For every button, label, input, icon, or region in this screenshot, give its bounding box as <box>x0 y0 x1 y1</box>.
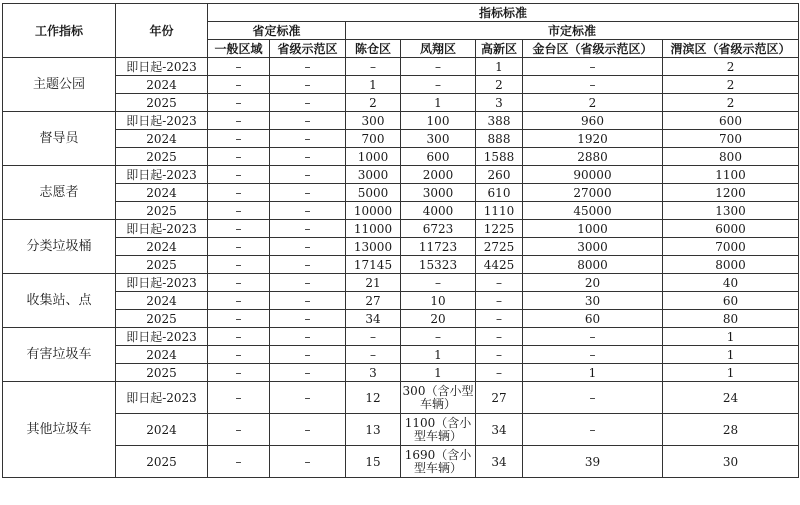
value-cell: – <box>208 292 270 310</box>
value-cell: 12 <box>346 382 401 414</box>
value-cell: 600 <box>401 148 476 166</box>
value-cell: – <box>270 58 346 76</box>
value-cell: 1000 <box>523 220 663 238</box>
table-row <box>3 166 799 184</box>
value-cell: 3000 <box>346 166 401 184</box>
value-cell: 2 <box>663 94 799 112</box>
value-cell: 1 <box>401 364 476 382</box>
value-cell: – <box>270 346 346 364</box>
value-cell: – <box>270 310 346 328</box>
value-cell: – <box>401 58 476 76</box>
value-cell: 80 <box>663 310 799 328</box>
value-cell: – <box>270 328 346 346</box>
table-row <box>3 184 799 202</box>
value-cell: 2 <box>663 76 799 94</box>
value-cell: 388 <box>476 112 523 130</box>
header-year: 年份 <box>116 4 208 58</box>
table-body <box>3 58 799 478</box>
header-col: 省级示范区 <box>270 40 346 58</box>
value-cell: 34 <box>476 414 523 446</box>
value-cell: 3 <box>476 94 523 112</box>
value-cell: – <box>270 238 346 256</box>
table-row <box>3 274 799 292</box>
value-cell: 2 <box>523 94 663 112</box>
value-cell: 1100 <box>663 166 799 184</box>
value-cell: 27000 <box>523 184 663 202</box>
value-cell: 11723 <box>401 238 476 256</box>
value-cell: 300 <box>401 130 476 148</box>
value-cell: – <box>208 112 270 130</box>
value-cell: – <box>270 130 346 148</box>
value-cell: – <box>523 382 663 414</box>
value-cell: 1690（含小型车辆） <box>401 446 476 478</box>
value-cell: 4425 <box>476 256 523 274</box>
table-row <box>3 346 799 364</box>
header-col: 渭滨区（省级示范区） <box>663 40 799 58</box>
value-cell: 3000 <box>401 184 476 202</box>
value-cell: 28 <box>663 414 799 446</box>
value-cell: – <box>476 328 523 346</box>
value-cell: – <box>208 382 270 414</box>
indicator-cell: 其他垃圾车 <box>3 382 116 478</box>
year-cell: 即日起-2023 <box>116 382 208 414</box>
table-row <box>3 130 799 148</box>
value-cell: – <box>270 446 346 478</box>
value-cell: 1200 <box>663 184 799 202</box>
value-cell: – <box>208 274 270 292</box>
value-cell: – <box>270 256 346 274</box>
value-cell: – <box>208 202 270 220</box>
year-cell: 2024 <box>116 184 208 202</box>
value-cell: 300 <box>346 112 401 130</box>
value-cell: 3000 <box>523 238 663 256</box>
value-cell: 1225 <box>476 220 523 238</box>
year-cell: 2024 <box>116 238 208 256</box>
value-cell: 27 <box>346 292 401 310</box>
table-row <box>3 238 799 256</box>
value-cell: – <box>346 58 401 76</box>
value-cell: 1110 <box>476 202 523 220</box>
header-municipal: 市定标准 <box>346 22 799 40</box>
value-cell: 10 <box>401 292 476 310</box>
table-row <box>3 328 799 346</box>
year-cell: 即日起-2023 <box>116 58 208 76</box>
value-cell: 1 <box>523 364 663 382</box>
value-cell: 15323 <box>401 256 476 274</box>
value-cell: 15 <box>346 446 401 478</box>
value-cell: 13000 <box>346 238 401 256</box>
table-row <box>3 76 799 94</box>
indicator-cell: 志愿者 <box>3 166 116 220</box>
value-cell: – <box>208 76 270 94</box>
value-cell: – <box>208 446 270 478</box>
indicator-cell: 主题公园 <box>3 58 116 112</box>
value-cell: 610 <box>476 184 523 202</box>
indicator-cell: 有害垃圾车 <box>3 328 116 382</box>
value-cell: – <box>523 414 663 446</box>
header-col: 凤翔区 <box>401 40 476 58</box>
year-cell: 2024 <box>116 292 208 310</box>
value-cell: 30 <box>663 446 799 478</box>
value-cell: 1588 <box>476 148 523 166</box>
year-cell: 2025 <box>116 256 208 274</box>
value-cell: 800 <box>663 148 799 166</box>
value-cell: – <box>208 184 270 202</box>
value-cell: 34 <box>476 446 523 478</box>
value-cell: – <box>270 94 346 112</box>
header-col: 一般区域 <box>208 40 270 58</box>
value-cell: 34 <box>346 310 401 328</box>
value-cell: 40 <box>663 274 799 292</box>
value-cell: 260 <box>476 166 523 184</box>
value-cell: 1 <box>663 364 799 382</box>
value-cell: 10000 <box>346 202 401 220</box>
value-cell: 24 <box>663 382 799 414</box>
value-cell: 39 <box>523 446 663 478</box>
value-cell: 700 <box>663 130 799 148</box>
year-cell: 2025 <box>116 202 208 220</box>
value-cell: 1 <box>401 94 476 112</box>
header-col: 高新区 <box>476 40 523 58</box>
value-cell: 700 <box>346 130 401 148</box>
value-cell: – <box>208 238 270 256</box>
value-cell: – <box>401 76 476 94</box>
year-cell: 2025 <box>116 446 208 478</box>
value-cell: – <box>208 328 270 346</box>
value-cell: 8000 <box>523 256 663 274</box>
table-row <box>3 112 799 130</box>
value-cell: – <box>208 414 270 446</box>
value-cell: 600 <box>663 112 799 130</box>
year-cell: 2024 <box>116 346 208 364</box>
table-row <box>3 202 799 220</box>
value-cell: – <box>401 328 476 346</box>
value-cell: – <box>208 58 270 76</box>
value-cell: 21 <box>346 274 401 292</box>
value-cell: – <box>270 414 346 446</box>
value-cell: – <box>346 328 401 346</box>
year-cell: 2024 <box>116 76 208 94</box>
value-cell: 17145 <box>346 256 401 274</box>
value-cell: 60 <box>523 310 663 328</box>
value-cell: 1 <box>663 328 799 346</box>
value-cell: 13 <box>346 414 401 446</box>
value-cell: 4000 <box>401 202 476 220</box>
value-cell: – <box>270 202 346 220</box>
value-cell: – <box>270 112 346 130</box>
value-cell: – <box>476 346 523 364</box>
table-row <box>3 256 799 274</box>
value-cell: – <box>346 346 401 364</box>
value-cell: 1920 <box>523 130 663 148</box>
value-cell: – <box>270 382 346 414</box>
header-col: 陈仓区 <box>346 40 401 58</box>
value-cell: 2000 <box>401 166 476 184</box>
value-cell: – <box>270 148 346 166</box>
year-cell: 2025 <box>116 94 208 112</box>
value-cell: 20 <box>523 274 663 292</box>
value-cell: – <box>270 76 346 94</box>
value-cell: – <box>523 346 663 364</box>
value-cell: – <box>270 184 346 202</box>
value-cell: 2 <box>346 94 401 112</box>
value-cell: 2725 <box>476 238 523 256</box>
table-row <box>3 382 799 414</box>
year-cell: 2025 <box>116 364 208 382</box>
value-cell: 30 <box>523 292 663 310</box>
value-cell: 6000 <box>663 220 799 238</box>
value-cell: – <box>208 220 270 238</box>
header-col: 金台区（省级示范区） <box>523 40 663 58</box>
value-cell: 6723 <box>401 220 476 238</box>
value-cell: – <box>208 94 270 112</box>
header-indicator: 工作指标 <box>3 4 116 58</box>
value-cell: – <box>208 310 270 328</box>
value-cell: – <box>208 148 270 166</box>
year-cell: 即日起-2023 <box>116 328 208 346</box>
year-cell: 即日起-2023 <box>116 274 208 292</box>
value-cell: – <box>270 220 346 238</box>
table-row <box>3 414 799 446</box>
year-cell: 即日起-2023 <box>116 112 208 130</box>
value-cell: 960 <box>523 112 663 130</box>
table-row <box>3 220 799 238</box>
header-provincial: 省定标准 <box>208 22 346 40</box>
value-cell: 90000 <box>523 166 663 184</box>
value-cell: 300（含小型车辆） <box>401 382 476 414</box>
value-cell: 1 <box>476 58 523 76</box>
value-cell: 2 <box>663 58 799 76</box>
value-cell: 27 <box>476 382 523 414</box>
value-cell: 3 <box>346 364 401 382</box>
value-cell: – <box>208 346 270 364</box>
value-cell: 1300 <box>663 202 799 220</box>
value-cell: – <box>208 130 270 148</box>
table-row <box>3 364 799 382</box>
value-cell: – <box>208 166 270 184</box>
value-cell: 1 <box>663 346 799 364</box>
value-cell: 45000 <box>523 202 663 220</box>
value-cell: 60 <box>663 292 799 310</box>
year-cell: 2025 <box>116 310 208 328</box>
value-cell: 7000 <box>663 238 799 256</box>
value-cell: – <box>476 274 523 292</box>
table-row <box>3 446 799 478</box>
standards-table <box>2 3 799 478</box>
indicator-cell: 督导员 <box>3 112 116 166</box>
value-cell: 20 <box>401 310 476 328</box>
value-cell: – <box>208 256 270 274</box>
value-cell: 1100（含小型车辆） <box>401 414 476 446</box>
year-cell: 2024 <box>116 414 208 446</box>
value-cell: – <box>476 364 523 382</box>
value-cell: – <box>270 364 346 382</box>
value-cell: 5000 <box>346 184 401 202</box>
table-row <box>3 58 799 76</box>
value-cell: 8000 <box>663 256 799 274</box>
year-cell: 2024 <box>116 130 208 148</box>
year-cell: 2025 <box>116 148 208 166</box>
indicator-cell: 分类垃圾桶 <box>3 220 116 274</box>
value-cell: – <box>476 292 523 310</box>
value-cell: 2880 <box>523 148 663 166</box>
year-cell: 即日起-2023 <box>116 166 208 184</box>
value-cell: – <box>401 274 476 292</box>
value-cell: 888 <box>476 130 523 148</box>
value-cell: – <box>523 58 663 76</box>
table-row <box>3 148 799 166</box>
value-cell: 1000 <box>346 148 401 166</box>
value-cell: – <box>523 76 663 94</box>
value-cell: 1 <box>401 346 476 364</box>
value-cell: 100 <box>401 112 476 130</box>
value-cell: 1 <box>346 76 401 94</box>
value-cell: – <box>270 292 346 310</box>
table-header <box>3 4 799 58</box>
value-cell: – <box>476 310 523 328</box>
value-cell: 11000 <box>346 220 401 238</box>
value-cell: – <box>270 166 346 184</box>
year-cell: 即日起-2023 <box>116 220 208 238</box>
value-cell: – <box>270 274 346 292</box>
header-standard: 指标标准 <box>208 4 799 22</box>
value-cell: – <box>208 364 270 382</box>
value-cell: 2 <box>476 76 523 94</box>
table-row <box>3 94 799 112</box>
table-row <box>3 292 799 310</box>
indicator-cell: 收集站、点 <box>3 274 116 328</box>
table-row <box>3 310 799 328</box>
value-cell: – <box>523 328 663 346</box>
